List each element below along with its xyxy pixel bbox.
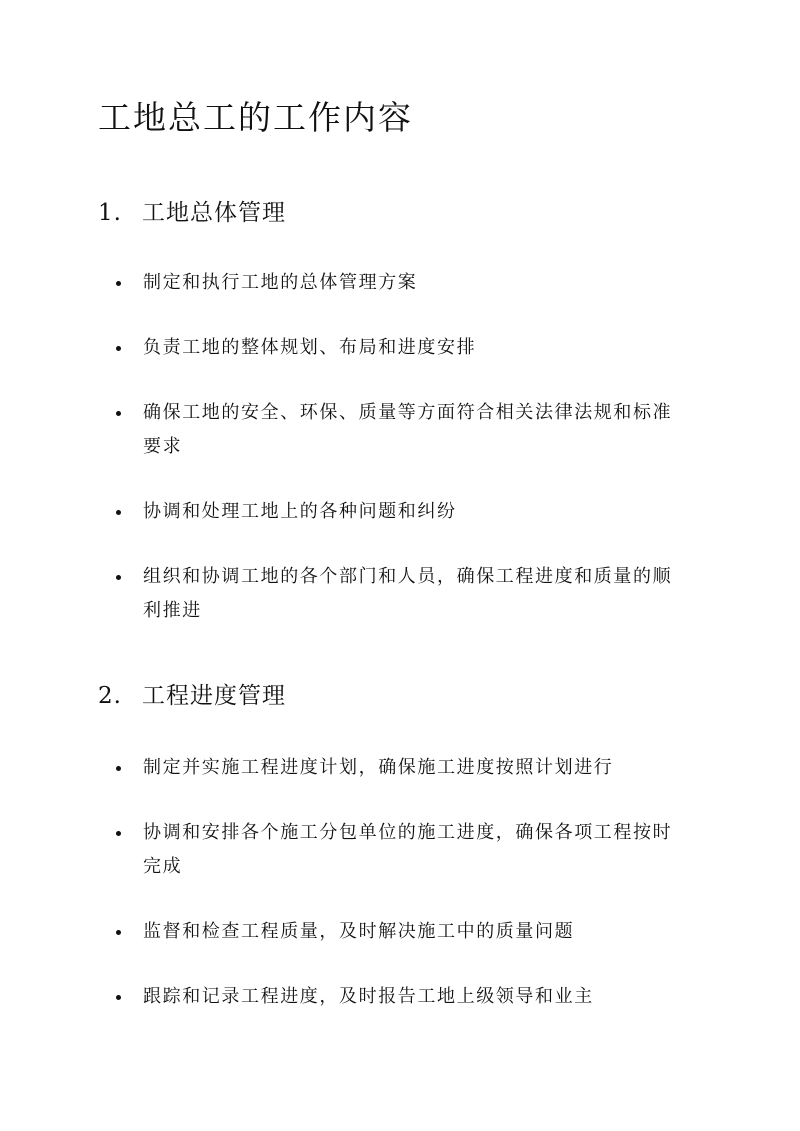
list-item <box>116 816 696 884</box>
bullet-icon <box>116 281 121 286</box>
bullet-icon <box>116 510 121 515</box>
list-item <box>116 396 696 464</box>
list-item <box>116 560 696 628</box>
list-item <box>116 751 696 785</box>
list-item <box>116 266 696 300</box>
list-item-text: 跟踪和记录工程进度，及时报告工地上级领导和业主 <box>143 986 594 1007</box>
list-item-text: 组织和协调工地的各个部门和人员，确保工程进度和质量的顺利推进 <box>143 566 673 621</box>
section-heading-1 <box>98 197 286 229</box>
list-item <box>116 331 696 365</box>
list-item-text: 协调和安排各个施工分包单位的施工进度，确保各项工程按时完成 <box>143 822 673 877</box>
list-item <box>116 980 696 1014</box>
bullet-icon <box>116 766 121 771</box>
list-item-text: 确保工地的安全、环保、质量等方面符合相关法律法规和标准要求 <box>143 402 673 457</box>
bullet-icon <box>116 995 121 1000</box>
section-number-1: 1. <box>98 200 122 226</box>
bullet-icon <box>116 575 121 580</box>
bullet-icon <box>116 411 121 416</box>
document-title: 工地总工的工作内容 <box>98 98 413 137</box>
bullet-icon <box>116 930 121 935</box>
section-1-list <box>116 266 696 659</box>
section-2-list <box>116 751 696 1045</box>
list-item-text: 负责工地的整体规划、布局和进度安排 <box>143 337 477 358</box>
list-item <box>116 495 696 529</box>
list-item-text: 制定和执行工地的总体管理方案 <box>143 272 418 293</box>
bullet-icon <box>116 831 121 836</box>
bullet-icon <box>116 346 121 351</box>
list-item-text: 监督和检查工程质量，及时解决施工中的质量问题 <box>143 921 575 942</box>
list-item <box>116 915 696 949</box>
section-heading-2 <box>98 680 286 712</box>
section-title-1: 工地总体管理 <box>142 200 286 226</box>
section-title-2: 工程进度管理 <box>142 683 286 709</box>
list-item-text: 协调和处理工地上的各种问题和纠纷 <box>143 501 457 522</box>
section-number-2: 2. <box>98 683 122 709</box>
list-item-text: 制定并实施工程进度计划，确保施工进度按照计划进行 <box>143 757 614 778</box>
